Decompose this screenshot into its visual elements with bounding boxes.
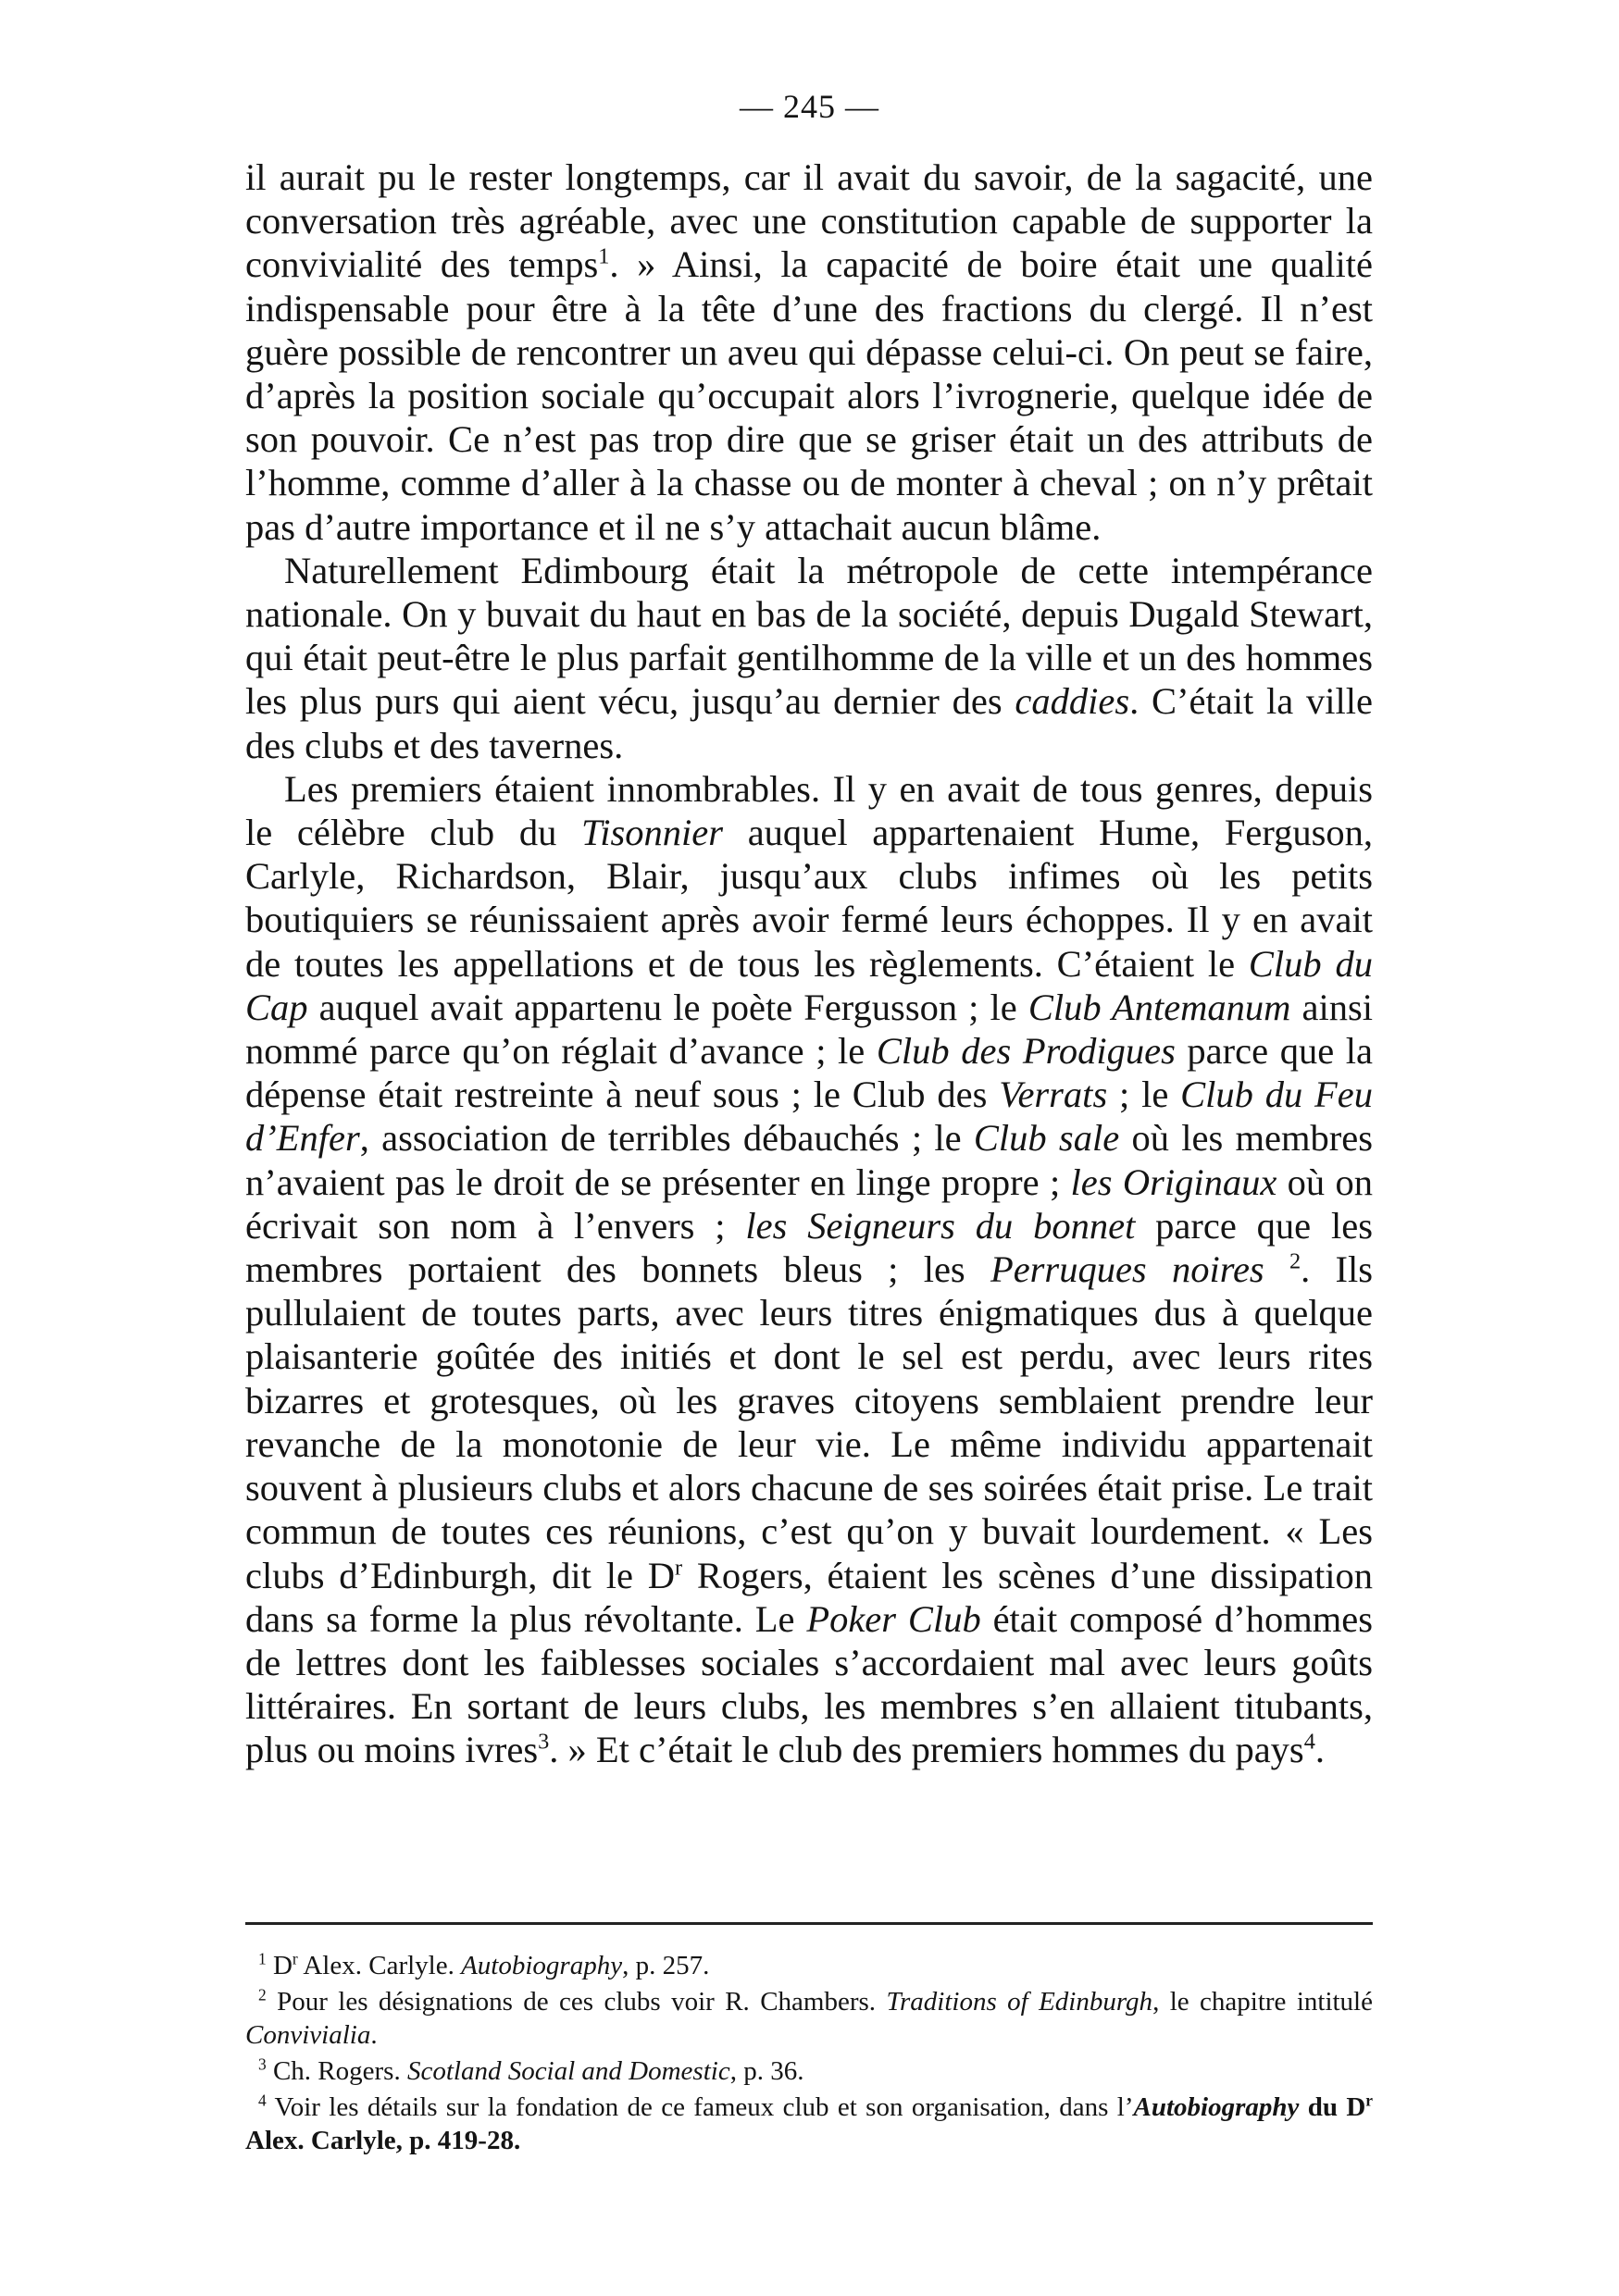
italic-text: Perruques noires xyxy=(990,1248,1264,1291)
footnote xyxy=(245,1949,1373,1982)
italic-text: Scotland Social and Domestic xyxy=(406,2056,730,2086)
italic-text: les Seigneurs du bonnet xyxy=(745,1204,1136,1247)
main-text xyxy=(245,155,1373,1772)
footnote-separator xyxy=(245,1922,1373,1925)
italic-text: Tisonnier xyxy=(580,812,724,854)
text-run: , le chapitre intitulé xyxy=(1152,1987,1373,2017)
footnote-ref: 4 xyxy=(258,2091,267,2110)
text-run: . xyxy=(370,2020,378,2050)
text-run: du D xyxy=(1299,2092,1366,2122)
text-run xyxy=(1264,1248,1289,1290)
italic-text: Verrats xyxy=(999,1074,1108,1116)
footnote-ref: r xyxy=(674,1555,683,1580)
footnote-ref: 2 xyxy=(1289,1248,1301,1274)
footnote-ref: r xyxy=(1365,2091,1373,2110)
text-run: . C’était la ville des clubs et des tavernes. xyxy=(245,680,1373,766)
text-run: . » Et c’était le club des premiers hommes du pays xyxy=(549,1729,1304,1771)
footnotes xyxy=(245,1949,1373,2160)
italic-text: caddies xyxy=(1015,680,1130,723)
text-run: Naturellement Edimbourg était la métropole de cette intempérance nationale. On y buvait du haut en bas de la société, depuis Dugald Stewart, qui était peut-être le plus parfait gentilhomme de la ville et un des hommes les plus purs qui aient vécu, jusqu’au dernier des xyxy=(245,549,1373,723)
text-run: Pour les désignations de ces clubs voir R. Chambers. xyxy=(266,1987,887,2017)
text-run: Ch. Rogers. xyxy=(266,2056,407,2086)
footnote-ref: 4 xyxy=(1303,1729,1315,1755)
text-run: Alex. Carlyle. xyxy=(297,1951,462,1980)
footnote-ref: 3 xyxy=(258,2054,267,2074)
text-run: . xyxy=(1314,1729,1325,1771)
footnote-ref: 1 xyxy=(598,243,610,269)
text-run: était composé d’hommes de lettres dont les faiblesses sociales s’accordaient mal avec leurs goûts littéraires. En sortant de leurs clubs, les membres s’en allaient titubants, plus ou moins ivres xyxy=(245,1597,1373,1771)
text-run: ; le xyxy=(1107,1074,1181,1116)
text-run: Les premiers étaient innombrables. Il y en avait de tous genres, depuis le célèbre club du xyxy=(245,767,1373,854)
italic-text: Autobiography xyxy=(1133,2092,1300,2122)
footnote-ref: 1 xyxy=(258,1949,267,1968)
text-run: auquel avait appartenu le poète Fergusson ; le xyxy=(307,986,1028,1028)
footnote xyxy=(245,2091,1373,2157)
italic-text: Club sale xyxy=(973,1117,1120,1160)
text-run: , p. 36. xyxy=(729,2056,804,2086)
footnote-ref: 3 xyxy=(538,1729,550,1755)
text-run: parce que la dépense était restreinte à neuf sous ; le Club des xyxy=(245,1030,1373,1116)
footnote-ref: 2 xyxy=(258,1985,267,2004)
italic-text: les Originaux xyxy=(1070,1160,1277,1203)
text-run: Alex. Carlyle, p. 419-28. xyxy=(245,2126,521,2155)
text-run: auquel appartenaient Hume, Ferguson, Carlyle, Richardson, Blair, jusqu’aux clubs infimes où les petits boutiquiers se réunissaient après avoir fermé leurs échoppes. Il y en avait de toutes les appellations et de tous les règlements. C’étaient le xyxy=(245,812,1373,985)
text-run: où les membres n’avaient pas le droit de se présenter en linge propre ; xyxy=(245,1117,1373,1203)
text-run: Voir les détails sur la fondation de ce fameux club et son organisation, dans l’ xyxy=(266,2092,1134,2122)
italic-text: Club Antemanum xyxy=(1027,986,1291,1028)
italic-text: Club du Feu d’Enfer xyxy=(245,1074,1374,1160)
italic-text: Convivialia xyxy=(245,2020,371,2050)
italic-text: Poker Club xyxy=(806,1597,981,1640)
text-run: ainsi nommé parce qu’on réglait d’avance ; le xyxy=(245,986,1374,1073)
text-run: parce que les membres portaient des bonnets bleus ; les xyxy=(245,1204,1373,1291)
text-run: . Ils pullulaient de toutes parts, avec leurs titres énigmatiques dus à quelque plaisanterie goûtée des initiés et dont le sel est perdu, avec leurs rites bizarres et grotesques, où les graves citoyens semblaient prendre leur revanche de la monotonie de leur vie. Le même individu appartenait souvent à plusieurs clubs et alors chacune de ses soirées était prise. Le trait commun de toutes ces réunions, c’est qu’on y buvait lourdement. « Les clubs d’Edinburgh, dit le D xyxy=(245,1248,1373,1596)
paragraph xyxy=(245,155,1373,549)
text-run: , association de terribles débauchés ; le xyxy=(359,1117,974,1160)
footnote xyxy=(245,2054,1373,2088)
italic-text: Traditions of Edinburgh xyxy=(886,1987,1153,2017)
text-run: il aurait pu le rester longtemps, car il avait du savoir, de la sagacité, une conversation très agréable, avec une constitution capable de supporter la convivialité des temps xyxy=(245,156,1373,286)
italic-text: Club des Prodigues xyxy=(876,1030,1176,1073)
footnote xyxy=(245,1985,1373,2052)
page-number: — 245 — xyxy=(740,88,879,125)
text-run: où on écrivait son nom à l’envers ; xyxy=(245,1160,1373,1247)
text-run: , p. 257. xyxy=(622,1951,710,1980)
footnote-ref: r xyxy=(292,1949,298,1968)
text-run: D xyxy=(266,1951,293,1980)
paragraph xyxy=(245,767,1373,1772)
text-run: Rogers, étaient les scènes d’une dissipation dans sa forme la plus révoltante. Le xyxy=(245,1554,1373,1640)
italic-text: Club du Cap xyxy=(245,942,1373,1028)
text-run: . » Ainsi, la capacité de boire était une qualité indispensable pour être à la tête d’une des fractions du clergé. Il n’est guère possible de rencontrer un aveu qui dépasse celui-ci. On peut se faire, d’après la position sociale qu’occupait alors l’ivrognerie, quelque idée de son pouvoir. Ce n’est pas trop dire que se griser était un des attributs de l’homme, comme d’aller à la chasse ou de monter à cheval ; on n’y prêtait pas d’autre importance et il ne s’y attachait aucun blâme. xyxy=(245,243,1373,548)
paragraph xyxy=(245,549,1373,767)
italic-text: Autobiography xyxy=(461,1951,623,1980)
